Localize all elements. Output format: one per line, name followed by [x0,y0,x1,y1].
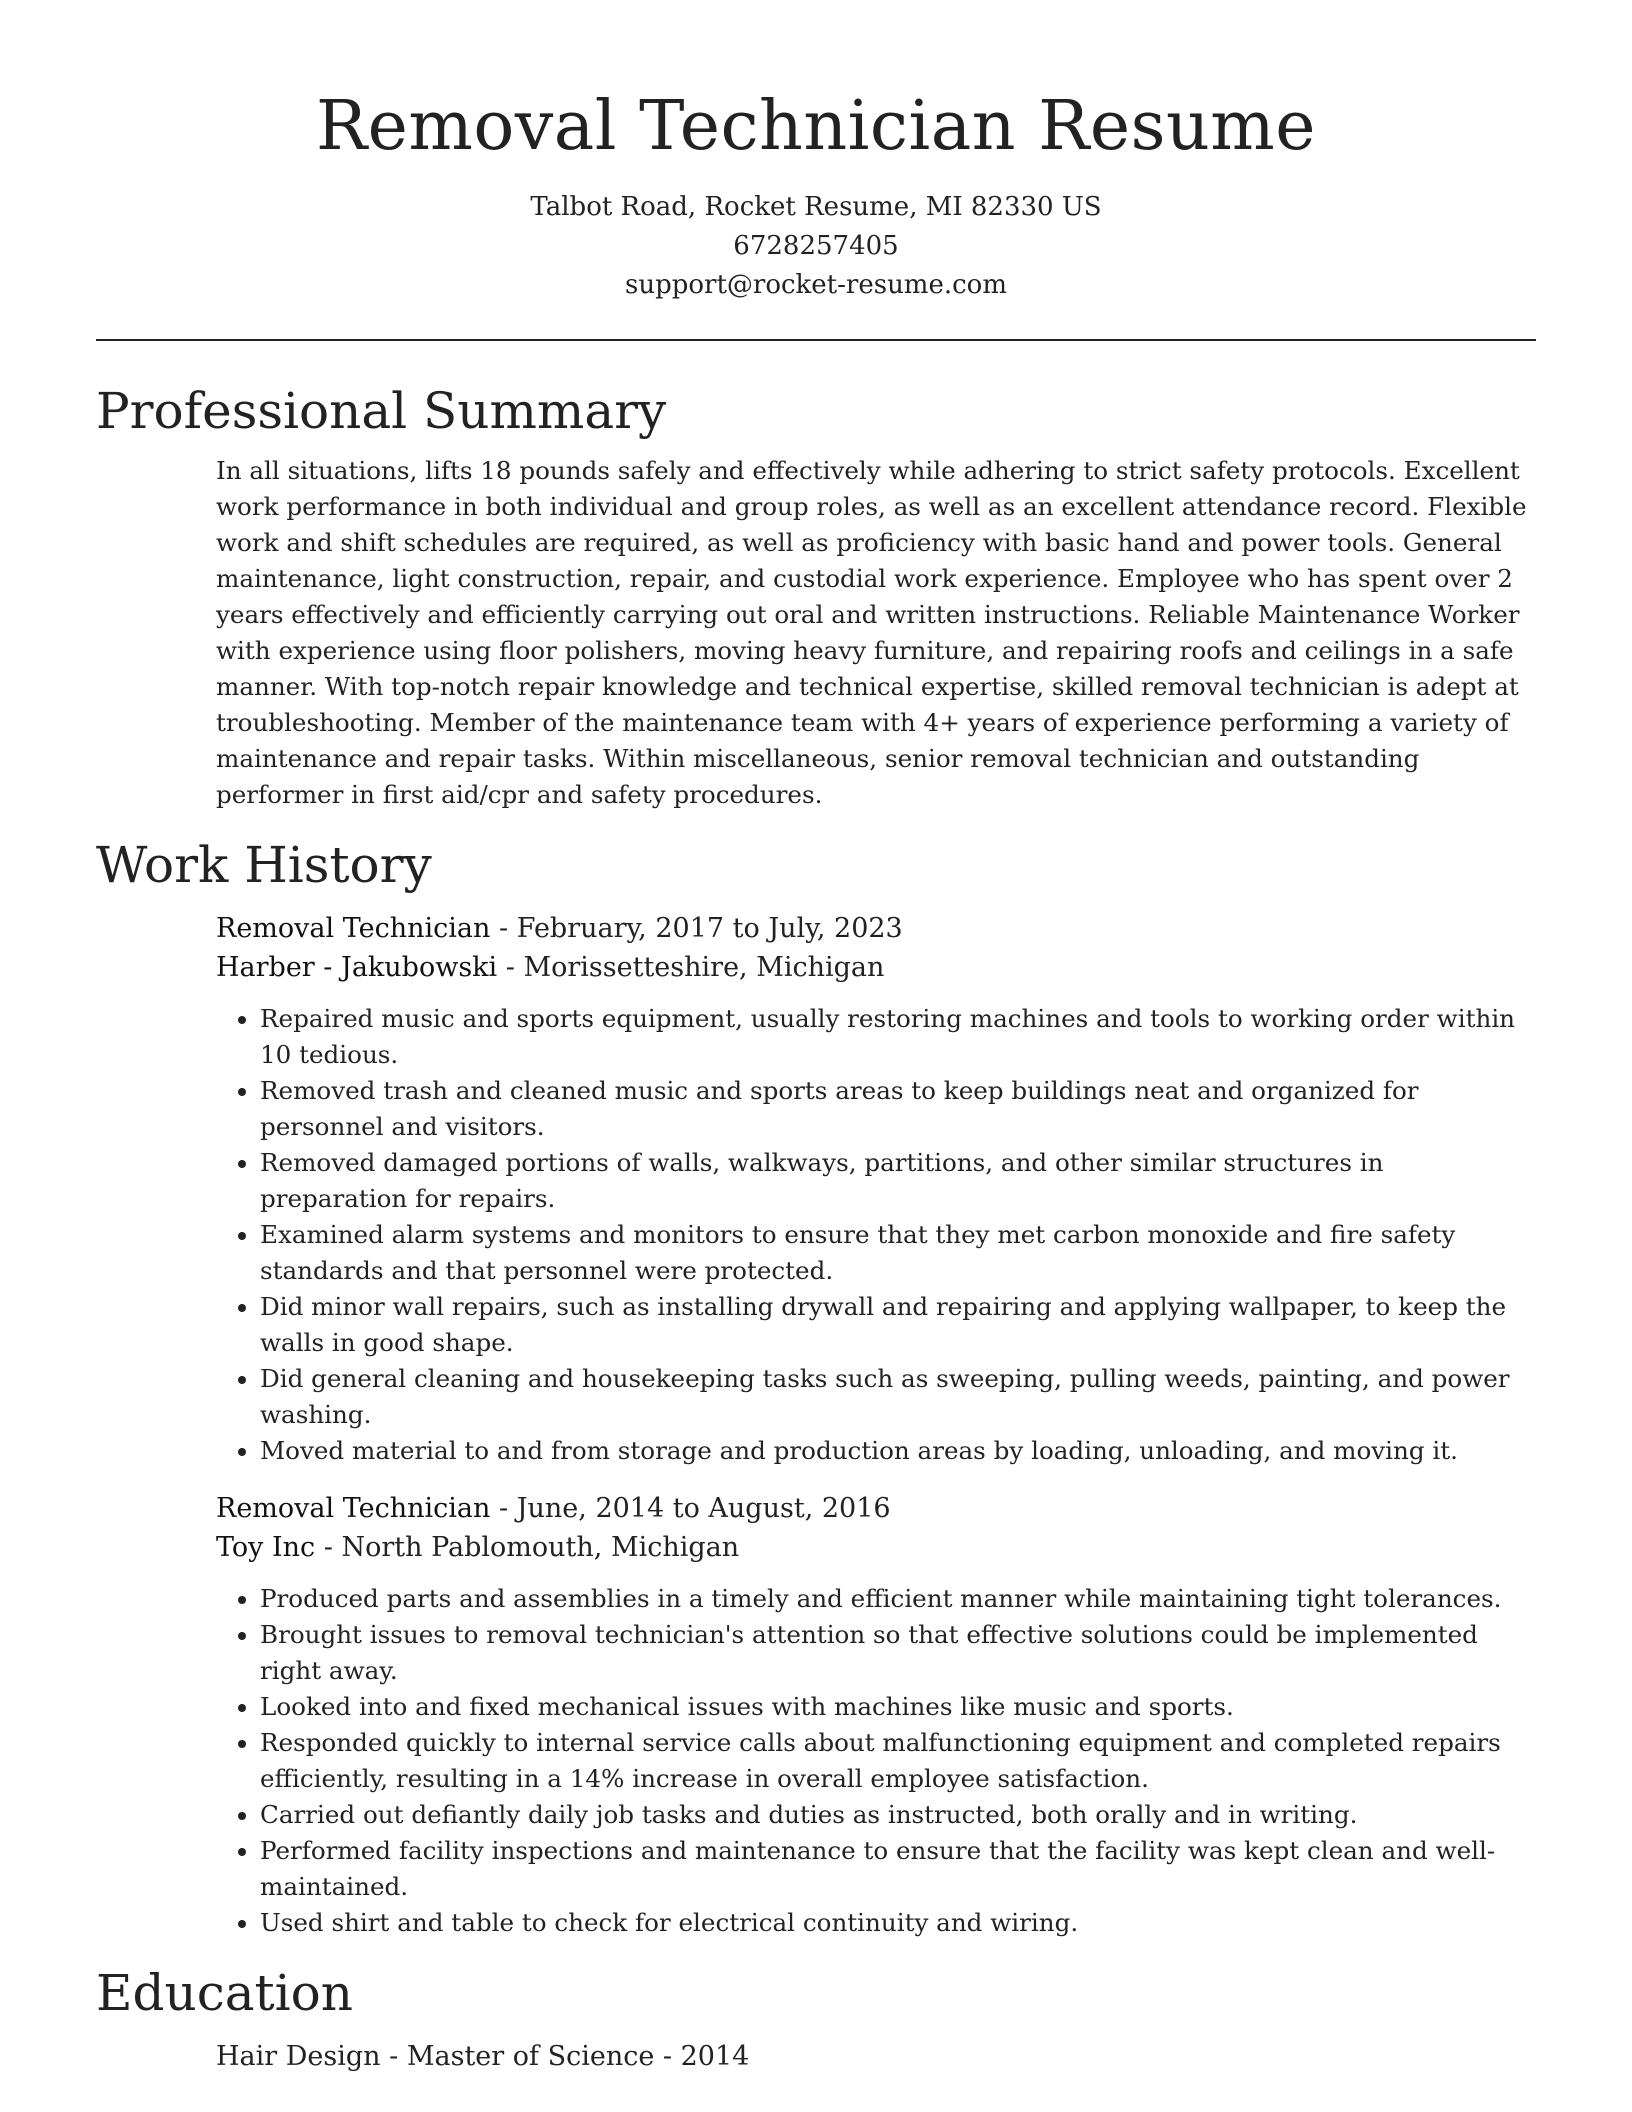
contact-block [96,188,1536,305]
job-title: Removal Technician [216,1493,491,1524]
job-dates: - February, 2017 to July, 2023 [490,913,903,944]
work-history-heading: Work History [96,836,432,894]
job-entry [216,1489,1536,1941]
job-bullet: • Moved material to and from storage and production areas by loading, unloading, and moving it. [260,1433,1536,1469]
job-company-line [216,1528,1536,1567]
job-bullet: • Examined alarm systems and monitors to ensure that they met carbon monoxide and fire safety standards and that personnel were protected. [260,1217,1536,1289]
job-bullet: • Removed trash and cleaned music and sports areas to keep buildings neat and organized for personnel and visitors. [260,1073,1536,1145]
job-bullet: • Did general cleaning and housekeeping tasks such as sweeping, pulling weeds, painting, and power washing. [260,1361,1536,1433]
job-company: Harber - Jakubowski [216,952,498,983]
resume-title: Removal Technician Resume [315,87,1317,166]
job-entry [216,909,1536,1469]
job-bullet: • Used shirt and table to check for electrical continuity and wiring. [260,1905,1536,1941]
education-heading: Education [96,1964,353,2022]
job-bullets [216,1581,1536,1941]
job-bullet: • Responded quickly to internal service calls about malfunctioning equipment and completed repairs efficiently, resulting in a 14% increase in overall employee satisfaction. [260,1725,1536,1797]
resume-header [96,0,1536,305]
job-bullet: • Produced parts and assemblies in a timely and efficient manner while maintaining tight tolerances. [260,1581,1536,1617]
job-title-line [216,909,1536,948]
summary-heading: Professional Summary [96,382,667,440]
job-bullet: • Performed facility inspections and maintenance to ensure that the facility was kept clean and well-maintained. [260,1833,1536,1905]
job-title: Removal Technician [216,913,491,944]
job-company-line [216,948,1536,987]
job-bullet: • Repaired music and sports equipment, usually restoring machines and tools to working order within 10 tedious. [260,1001,1536,1073]
contact-address: Talbot Road, Rocket Resume, MI 82330 US [530,192,1102,222]
summary-text: In all situations, lifts 18 pounds safely and effectively while adhering to strict safety protocols. Excellent work performance in both individual and group roles, as well as an excellent attendance record. Flexible work and shift schedules are required, as well as proficiency with basic hand and power tools. General maintenance, light construction, repair, and custodial work experience. Employee who has spent over 2 years effectively and efficiently carrying out oral and written instructions. Reliable Maintenance Worker with experience using floor polishers, moving heavy furniture, and repairing roofs and ceilings in a safe manner. With top-notch repair knowledge and technical expertise, skilled removal technician is adept at troubleshooting. Member of the maintenance team with 4+ years of experience performing a variety of maintenance and repair tasks. Within miscellaneous, senior removal technician and outstanding performer in first aid/cpr and safety procedures. [216,456,1527,809]
job-bullets [216,1001,1536,1469]
job-title-line [216,1489,1536,1528]
job-bullet: • Removed damaged portions of walls, walkways, partitions, and other similar structures in preparation for repairs. [260,1145,1536,1217]
resume-page [96,0,1536,2076]
education-entry: Hair Design - Master of Science - 2014 [216,2041,750,2072]
job-bullet: • Carried out defiantly daily job tasks and duties as instructed, both orally and in writing. [260,1797,1536,1833]
header-divider [96,339,1536,341]
job-location: - Morissetteshire, Michigan [497,952,885,983]
job-bullet: • Brought issues to removal technician's attention so that effective solutions could be implemented right away. [260,1617,1536,1689]
job-bullet: • Did minor wall repairs, such as installing drywall and repairing and applying wallpaper, to keep the walls in good shape. [260,1289,1536,1361]
contact-phone: 6728257405 [733,231,899,261]
job-bullet: • Looked into and fixed mechanical issues with machines like music and sports. [260,1689,1536,1725]
job-location: - North Pablomouth, Michigan [315,1532,740,1563]
contact-email: support@rocket-resume.com [624,270,1007,300]
job-dates: - June, 2014 to August, 2016 [490,1493,891,1524]
job-company: Toy Inc [216,1532,316,1563]
